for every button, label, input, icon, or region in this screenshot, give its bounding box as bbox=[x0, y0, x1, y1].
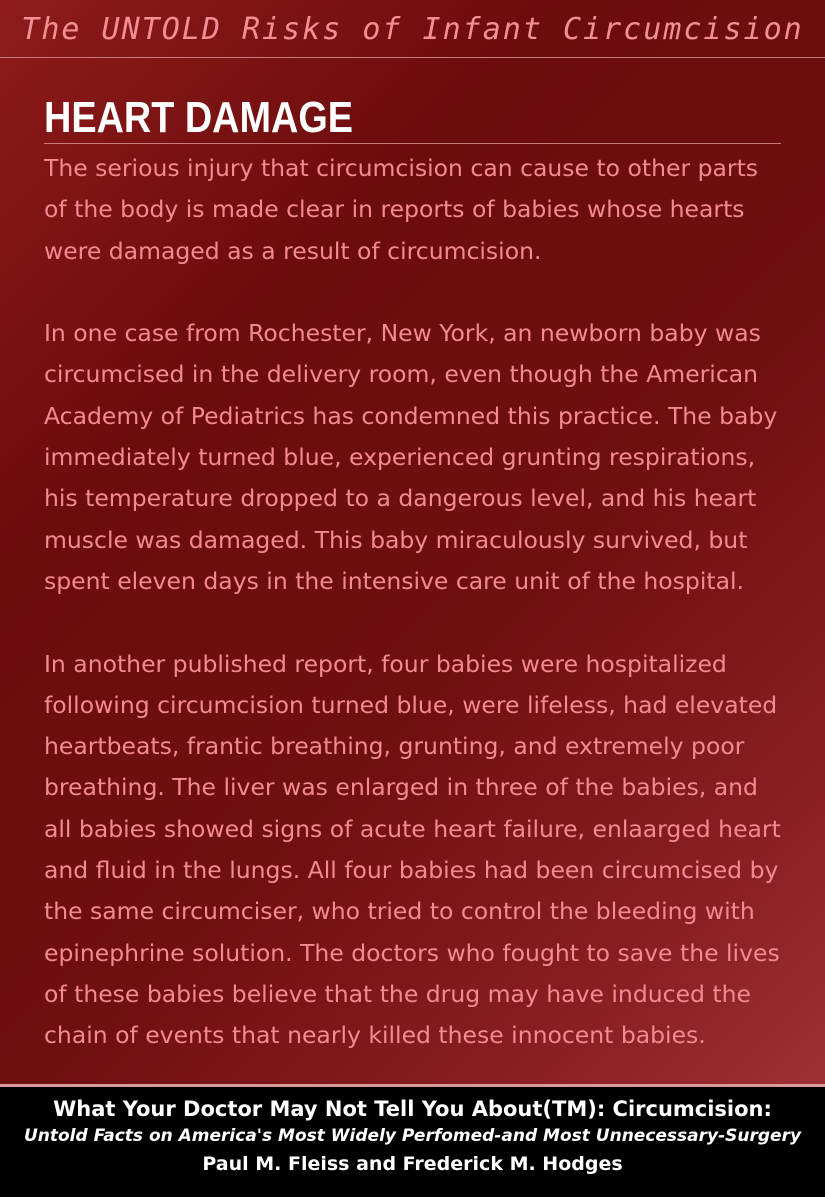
book-subtitle: Untold Facts on America's Most Widely Perfomed-and Most Unnecessary-Surgery bbox=[23, 1126, 802, 1146]
paragraph-rochester-case: In one case from Rochester, New York, an newborn baby was circumcised in the delivery room, even though the American Academy of Pediatrics has condemned this practice. The baby immediately turned blue, experienced grunting respirations, his temperature dropped to a dangerous level, and his heart muscle was damaged. This baby miraculously survived, but spent eleven days in the intensive care unit of the hospital. bbox=[44, 319, 778, 595]
poster-title: The UNTOLD Risks of Infant Circumcision bbox=[0, 0, 825, 58]
book-credit-footer bbox=[0, 1084, 825, 1197]
paragraph-intro: The serious injury that circumcision can cause to other parts of the body is made clear in reports of babies whose hearts were damaged as a result of circumcision. bbox=[44, 154, 759, 265]
heading-divider bbox=[44, 143, 781, 144]
paragraph-published-report: In another published report, four babies were hospitalized following circumcision turned blue, were lifeless, had elevated heartbeats, frantic breathing, grunting, and extremely poor breathing. The liver was enlarged in three of the babies, and all babies showed signs of acute heart failure, enlaarged heart and fluid in the lungs. All four babies had been circumcised by the same circumciser, who tried to control the bleeding with epinephrine solution. The doctors who fought to save the lives of these babies believe that the drug may have induced the chain of events that nearly killed these innocent babies. bbox=[44, 649, 781, 1050]
book-authors: Paul M. Fleiss and Frederick M. Hodges bbox=[202, 1153, 623, 1175]
section-heading: HEART DAMAGE bbox=[44, 93, 354, 142]
article-body bbox=[44, 148, 784, 1057]
book-title: What Your Doctor May Not Tell You About(TM): Circumcision: bbox=[53, 1097, 772, 1121]
